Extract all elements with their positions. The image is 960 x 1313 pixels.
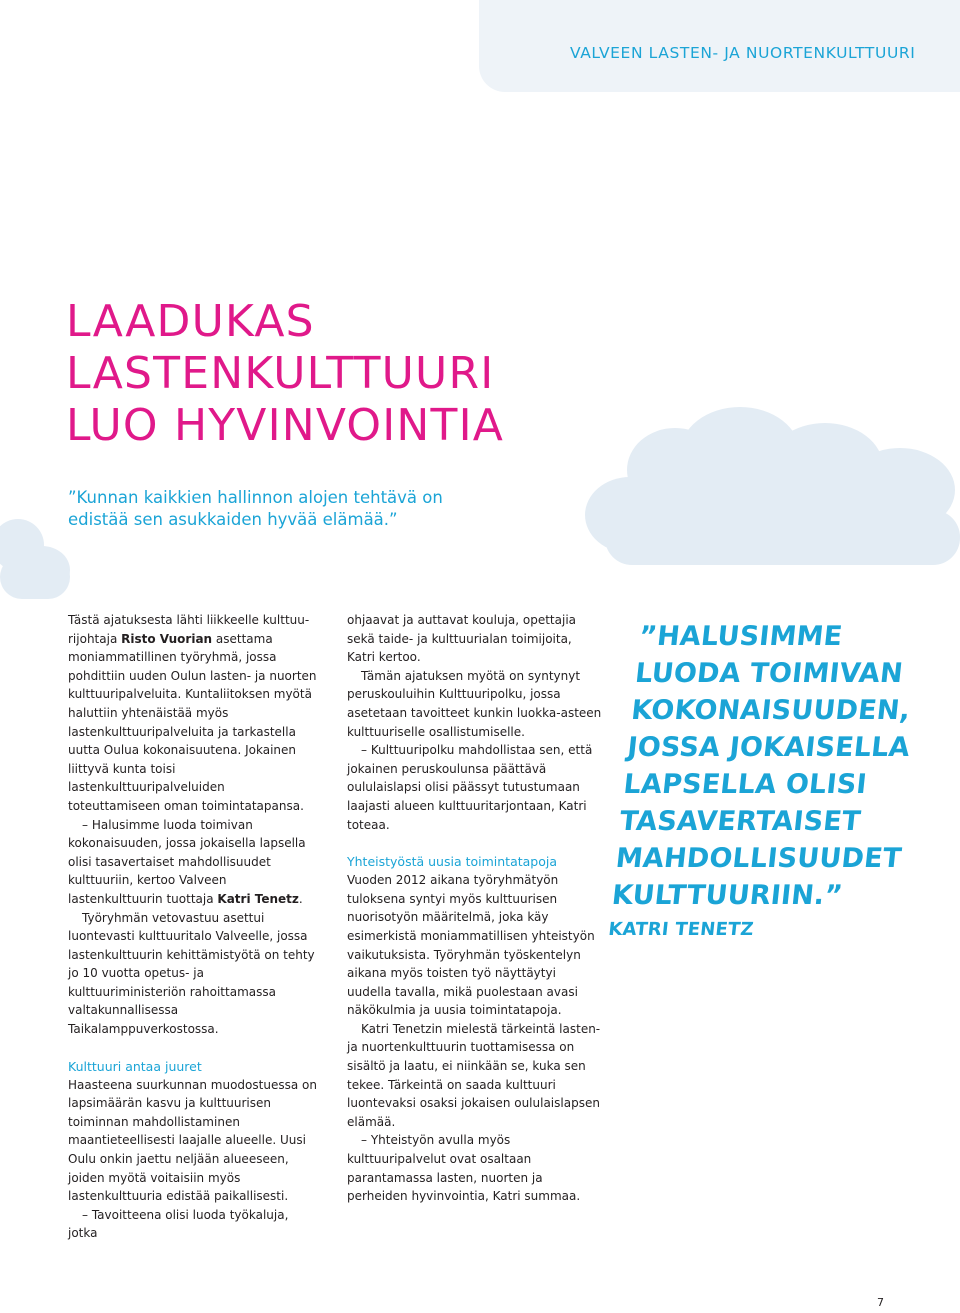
spacer	[68, 1039, 318, 1057]
paragraph: Katri Tenetzin mielestä tärkeintä lasten- ja nuortenkulttuurin tuottamisessa on sisältö ja laatu, ei niinkään se, kuka sen tekee. Tärkeintä on saada kulttuuri luontevaksi osaksi jokaisen oululaislapsen elämää.	[347, 1021, 601, 1129]
pull-quote-line: KOKONAISUUDEN,	[629, 695, 912, 726]
paragraph: Työryhmän vetovastuu asettui luontevasti kulttuuritalo Valveelle, jossa lastenkulttuurin kehittämistyötä on tehty jo 10 vuotta opetus- ja kulttuuriministeriön rahoittamassa valtakunnallisessa Taikalamppuverkostossa.	[68, 910, 315, 1037]
person-name: Katri Tenetz	[217, 891, 299, 906]
pull-quote-line: KULTTUURIIN.”	[610, 880, 845, 911]
pull-quote-line: ”HALUSIMME	[637, 621, 844, 652]
left-column	[68, 611, 318, 1243]
middle-column	[347, 611, 603, 1206]
text: – Halusimme luoda toimivan kokonaisuuden, jossa jokaisella lapsella olisi tasavertaiset mahdollisuudet kulttuuriin, kertoo Valveen lastenkulttuurin tuottaja	[68, 817, 306, 906]
text: .	[298, 891, 303, 906]
pull-quote	[607, 618, 941, 944]
paragraph: Vuoden 2012 aikana työryhmätyön tuloksena syntyi myös kulttuurisen nuorisotyön määritelmä, joka käy esimerkistä moniammatillisen yhteistyön vaikutuksista. Työryhmän työskentelyn aikana myös toisten työ näyttäytyi uudella tavalla, mikä puolestaan avasi näkökulmia ja uusia toimintatapoja.	[347, 873, 595, 1018]
paragraph: – Tavoitteena olisi luoda työkaluja, jotka	[68, 1207, 289, 1241]
cloud-illustration-right	[585, 405, 960, 575]
text: asettama moniammatillinen työryhmä, jossa pohdittiin uuden Oulun lasten- ja nuorten kulttuuripalveluita. Kuntaliitoksen myötä haluttiin yhtenäistää myös lastenkulttuuripalveluita ja tarkastella uutta Oulua kokonaisuutena. Jokainen liittyvä kunta toisi lastenkulttuuripalveluiden toteuttamiseen oman toimintatapansa.	[68, 631, 317, 813]
paragraph: Tämän ajatuksen myötä on syntynyt peruskouluihin Kulttuuripolku, jossa asetetaan tavoitteet kunkin luokka-asteen kulttuuriselle osallistumiselle.	[347, 668, 602, 739]
pull-quote-line: MAHDOLLISUUDET	[614, 843, 904, 874]
paragraph: ohjaavat ja auttavat kouluja, opettajia sekä taide- ja kulttuurialan toimijoita, Katri kertoo.	[347, 613, 577, 665]
pull-quote-line: LUODA TOIMIVAN	[633, 658, 905, 689]
page-title	[66, 296, 504, 452]
paragraph	[68, 816, 318, 909]
title-line-2: LASTENKULTTUURI	[66, 348, 495, 399]
paragraph: – Yhteistyön avulla myös kulttuuripalvelut ovat osaltaan parantamassa lasten, nuorten ja perheiden hyvinvointia, Katri summaa.	[347, 1133, 581, 1204]
pull-quote-attribution: KATRI TENETZ	[607, 919, 755, 940]
page-number: 7	[877, 1296, 884, 1309]
pull-quote-line: TASAVERTAISET	[618, 806, 863, 837]
pull-quote-line: JOSSA JOKAISELLA	[625, 732, 912, 763]
paragraph: – Kulttuuripolku mahdollistaa sen, että jokainen peruskoulunsa päättävä oululaislapsi olisi päässyt tutustumaan laajasti alueen kulttuuritarjontaan, Katri toteaa.	[347, 743, 593, 832]
person-name: Risto Vuorian	[121, 631, 213, 646]
subheading: Kulttuuri antaa juuret	[68, 1058, 202, 1074]
section-label: VALVEEN LASTEN- JA NUORTENKULTTUURI	[570, 44, 916, 62]
title-line-1: LAADUKAS	[66, 296, 315, 347]
paragraph: Haasteena suurkunnan muodostuessa on lapsimäärän kasvu ja kulttuurisen toiminnan mahdollistaminen maantieteellisesti laajalle alueelle. Uusi Oulu onkin jaettu neljään alueeseen, joiden myötä voitaisiin myös lastenkulttuuria edistää paikallisesti.	[68, 1077, 317, 1204]
spacer	[347, 834, 603, 852]
title-line-3: LUO HYVINVOINTIA	[66, 400, 505, 451]
lede-quote: ”Kunnan kaikkien hallinnon alojen tehtävä on edistää sen asukkaiden hyvää elämää.”	[68, 488, 443, 529]
cloud-illustration-left	[0, 515, 72, 603]
paragraph	[68, 611, 318, 816]
subheading: Yhteistyöstä uusia toimintatapoja	[347, 854, 558, 870]
text: Tästä ajatuksesta lähti liikkeelle kulttuu-rijohtaja	[68, 613, 310, 646]
pull-quote-line: LAPSELLA OLISI	[622, 769, 869, 800]
